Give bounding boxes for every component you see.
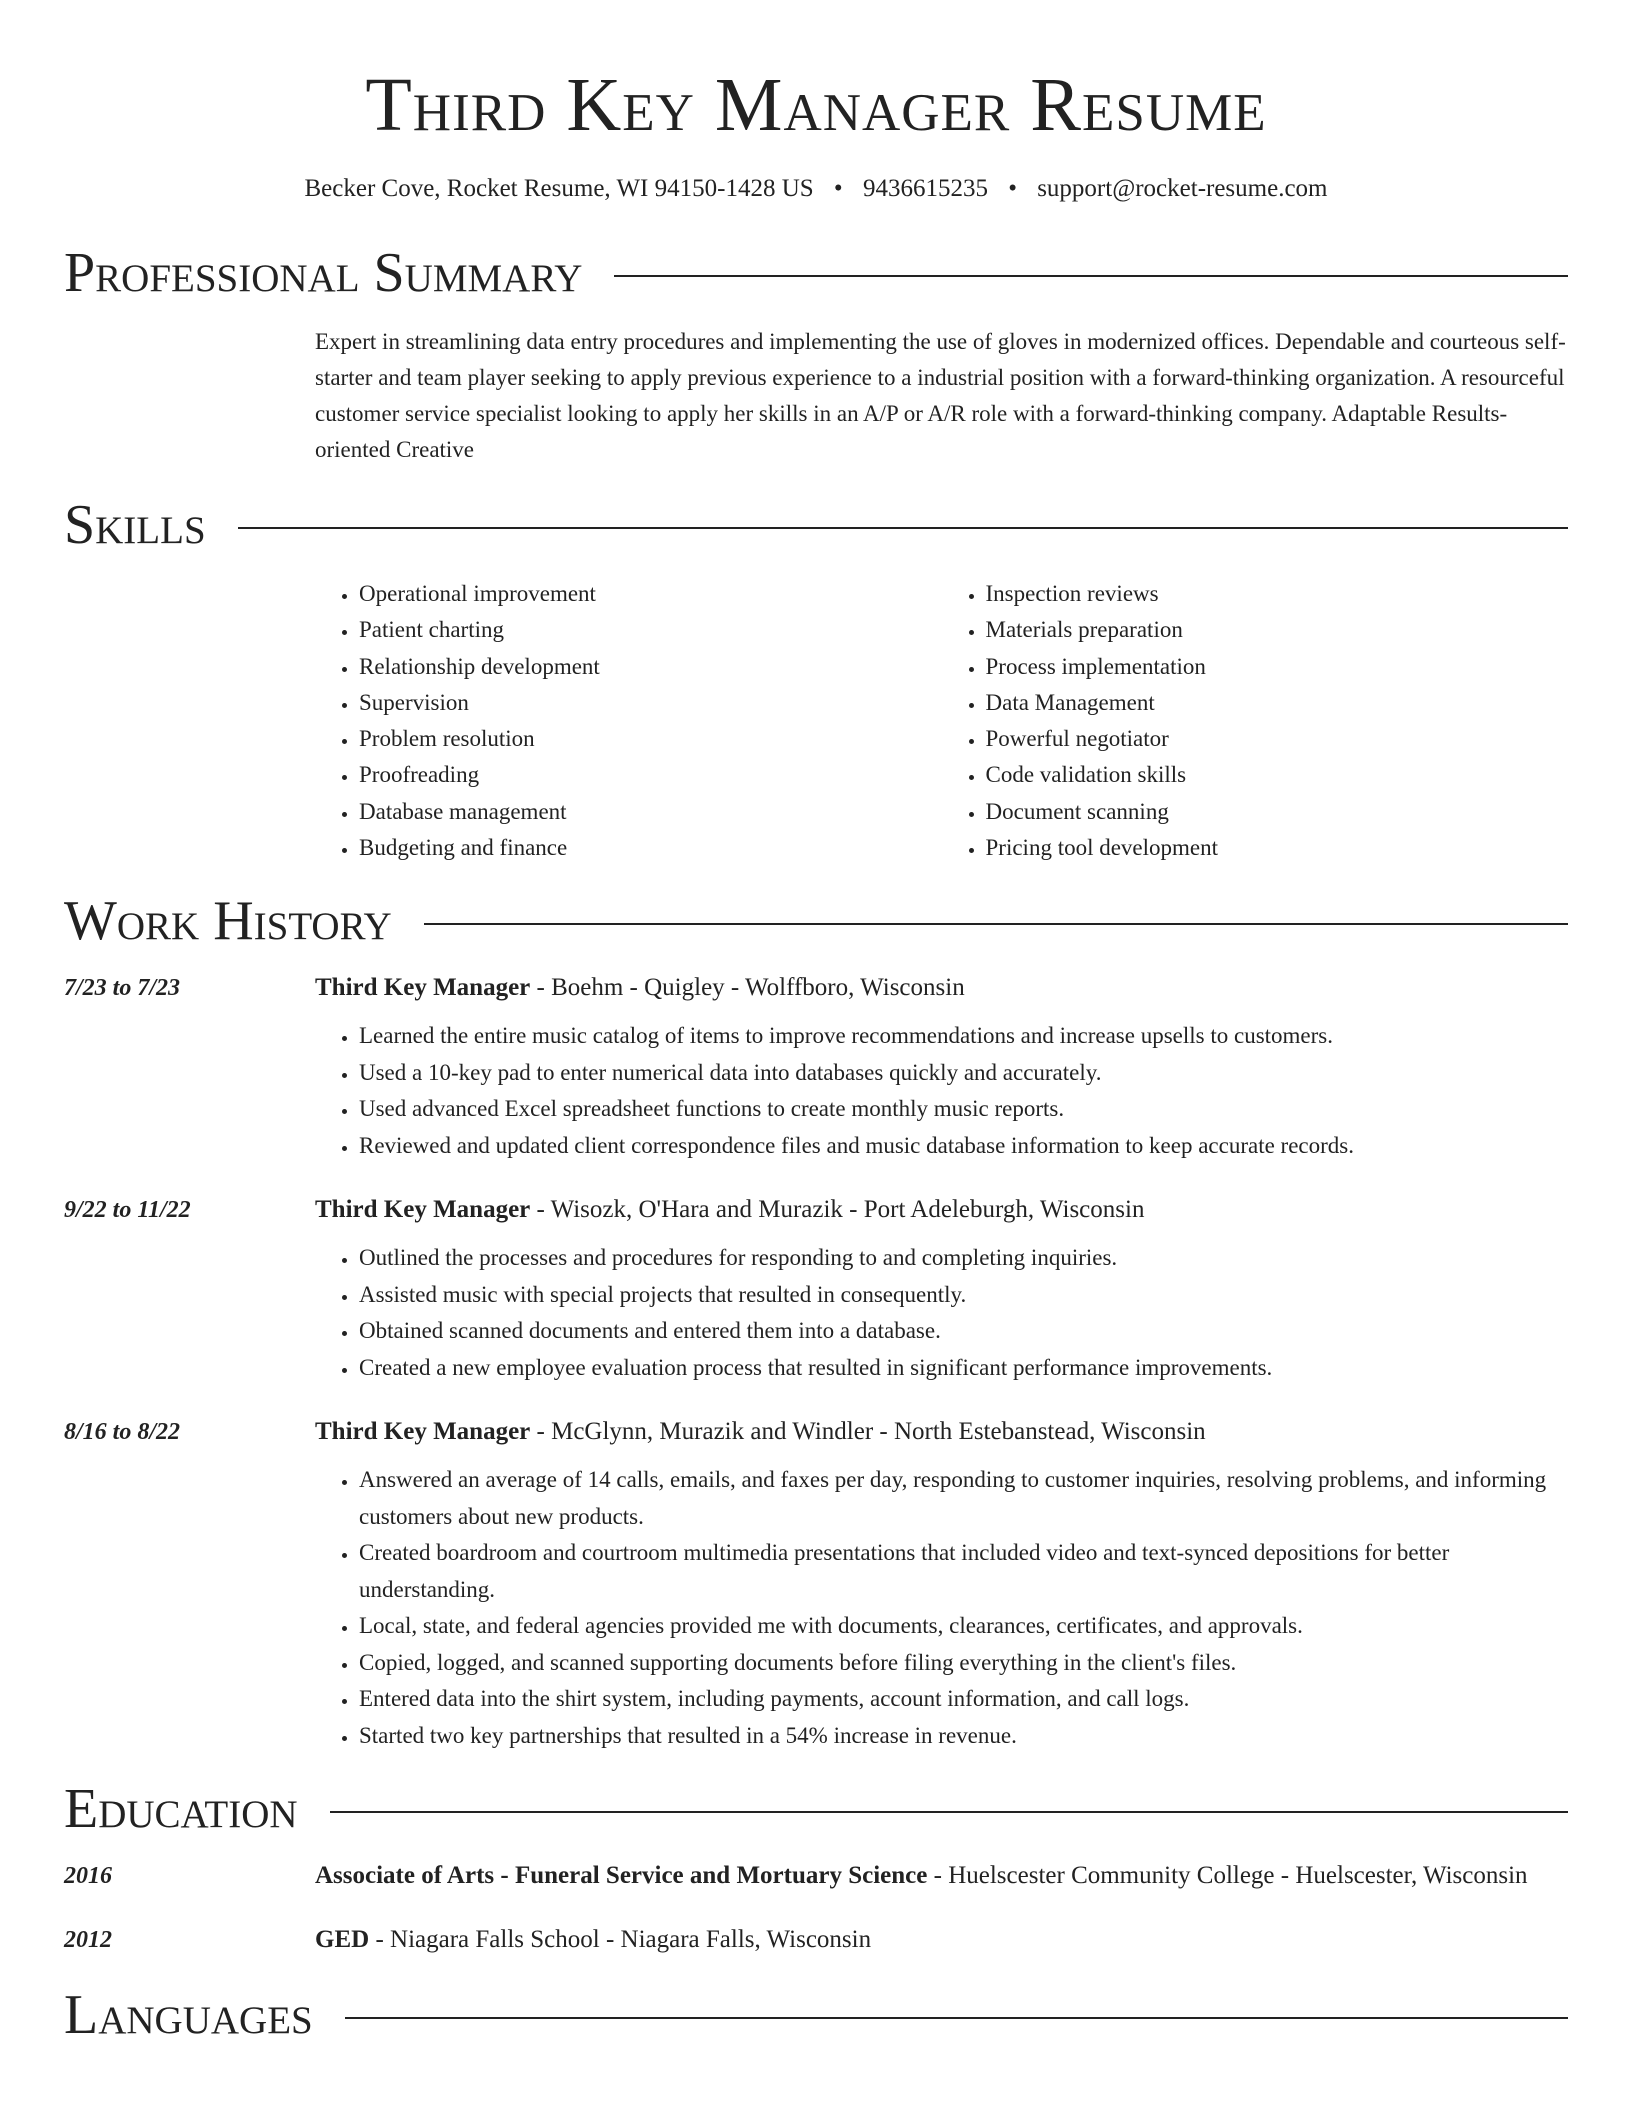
- education-date: 2016: [64, 1863, 112, 1890]
- skills-section-header: [64, 492, 1568, 558]
- job-date: 9/22 to 11/22: [64, 1197, 191, 1224]
- job-bullet: • Outlined the processes and procedures for responding to and completing inquiries.: [359, 1240, 1568, 1277]
- education-info: [315, 1920, 871, 1960]
- resume-title: Third Key Manager Resume: [365, 63, 1267, 147]
- job-header: [64, 1190, 1568, 1230]
- skill-item: • Pricing tool development: [986, 830, 1569, 866]
- job-role: [315, 968, 965, 1008]
- job-bullet: • Used advanced Excel spreadsheet functions to create monthly music reports.: [359, 1091, 1568, 1128]
- job-bullet: • Assisted music with special projects that resulted in consequently.: [359, 1277, 1568, 1314]
- work-section-header: [64, 888, 1568, 954]
- education-degree: GED: [315, 1926, 370, 1954]
- languages-section-header: [64, 1982, 1568, 2048]
- summary-section-header: [64, 240, 1568, 306]
- job-role: [315, 1412, 1206, 1452]
- job-header: [64, 1412, 1568, 1452]
- job-details: - Boehm - Quigley - Wolffboro, Wisconsin: [530, 974, 965, 1002]
- skill-item: • Supervision: [359, 685, 942, 721]
- job-entry: [64, 1412, 1568, 1754]
- job-entry: [64, 968, 1568, 1164]
- skill-item: • Budgeting and finance: [359, 830, 942, 866]
- job-details: - Wisozk, O'Hara and Murazik - Port Adeleburgh, Wisconsin: [530, 1196, 1145, 1224]
- contact-line: [64, 172, 1568, 206]
- job-bullet: • Reviewed and updated client correspondence files and music database information to keep accurate records.: [359, 1128, 1568, 1165]
- job-bullet: • Created boardroom and courtroom multimedia presentations that included video and text-synced depositions for better understanding.: [359, 1535, 1568, 1608]
- skills-list: [315, 576, 1568, 866]
- job-date: 8/16 to 8/22: [64, 1419, 181, 1446]
- skill-item: • Problem resolution: [359, 721, 942, 757]
- job-header: [64, 968, 1568, 1008]
- section-divider: [424, 923, 1568, 925]
- job-role: [315, 1190, 1144, 1230]
- skill-item: • Relationship development: [359, 649, 942, 685]
- skill-item: • Powerful negotiator: [986, 721, 1569, 757]
- section-divider: [614, 275, 1568, 277]
- job-entry: [64, 1190, 1568, 1386]
- education-details: - Huelscester Community College - Huelscester, Wisconsin: [927, 1862, 1528, 1890]
- job-bullets: [315, 1018, 1568, 1164]
- job-bullet: • Answered an average of 14 calls, emails, and faxes per day, responding to customer inquiries, resolving problems, and informing customers about new products.: [359, 1462, 1568, 1535]
- skill-item: • Materials preparation: [986, 612, 1569, 648]
- education-heading: Education: [64, 1778, 298, 1841]
- education-entry: [64, 1920, 1568, 1960]
- job-bullet: • Created a new employee evaluation process that resulted in significant performance improvements.: [359, 1350, 1568, 1387]
- skill-item: • Code validation skills: [986, 757, 1569, 793]
- job-bullet: • Obtained scanned documents and entered them into a database.: [359, 1313, 1568, 1350]
- contact-separator: •: [1008, 175, 1017, 202]
- section-divider: [345, 2017, 1568, 2019]
- languages-heading: Languages: [64, 1984, 313, 2047]
- summary-heading: Professional Summary: [64, 242, 583, 304]
- skill-item: • Document scanning: [986, 794, 1569, 830]
- education-date: 2012: [64, 1927, 112, 1954]
- skills-heading: Skills: [64, 494, 206, 556]
- education-row: [64, 1920, 1568, 1960]
- education-info: [315, 1856, 1528, 1896]
- skill-item: • Proofreading: [359, 757, 942, 793]
- job-bullet: • Copied, logged, and scanned supporting documents before filing everything in the client's files.: [359, 1645, 1568, 1682]
- skill-item: • Inspection reviews: [986, 576, 1569, 612]
- job-bullet: • Started two key partnerships that resulted in a 54% increase in revenue.: [359, 1718, 1568, 1755]
- education-entry: [64, 1856, 1568, 1896]
- contact-email: support@rocket-resume.com: [1037, 175, 1328, 202]
- job-bullet: • Learned the entire music catalog of items to improve recommendations and increase upsells to customers.: [359, 1018, 1568, 1055]
- contact-phone: 9436615235: [862, 175, 988, 202]
- skills-column-left: [315, 576, 942, 866]
- skill-item: • Operational improvement: [359, 576, 942, 612]
- skill-item: • Process implementation: [986, 649, 1569, 685]
- job-title: Third Key Manager: [315, 1196, 531, 1224]
- education-row: [64, 1856, 1568, 1896]
- skills-column-right: [942, 576, 1569, 866]
- skill-item: • Database management: [359, 794, 942, 830]
- contact-address: Becker Cove, Rocket Resume, WI 94150-1428 US: [304, 175, 814, 202]
- contact-separator: •: [833, 175, 843, 202]
- summary-text: Expert in streamlining data entry procedures and implementing the use of gloves in modernized offices. Dependable and courteous self-starter and team player seeking to apply previous experience to a industrial position with a forward-thinking organization. A resourceful customer service specialist looking to apply her skills in an A/P or A/R role with a forward-thinking company. Adaptable Results-oriented Creative: [315, 329, 1566, 462]
- job-bullet: • Entered data into the shirt system, including payments, account information, and call logs.: [359, 1681, 1568, 1718]
- job-bullets: [315, 1462, 1568, 1754]
- education-details: - Niagara Falls School - Niagara Falls, Wisconsin: [369, 1926, 872, 1954]
- section-divider: [330, 1811, 1568, 1813]
- education-degree: Associate of Arts - Funeral Service and Mortuary Science: [315, 1862, 928, 1890]
- job-bullets: [315, 1240, 1568, 1386]
- job-details: - McGlynn, Murazik and Windler - North Estebanstead, Wisconsin: [530, 1418, 1206, 1446]
- job-date: 7/23 to 7/23: [64, 975, 181, 1002]
- work-heading: Work History: [64, 890, 392, 953]
- job-bullet: • Local, state, and federal agencies provided me with documents, clearances, certificates, and approvals.: [359, 1608, 1568, 1645]
- job-title: Third Key Manager: [315, 974, 531, 1002]
- resume-page: [64, 0, 1568, 2048]
- education-section-header: [64, 1776, 1568, 1842]
- job-bullet: • Used a 10-key pad to enter numerical data into databases quickly and accurately.: [359, 1055, 1568, 1092]
- job-title: Third Key Manager: [315, 1418, 531, 1446]
- skill-item: • Patient charting: [359, 612, 942, 648]
- skill-item: • Data Management: [986, 685, 1569, 721]
- section-divider: [238, 527, 1568, 529]
